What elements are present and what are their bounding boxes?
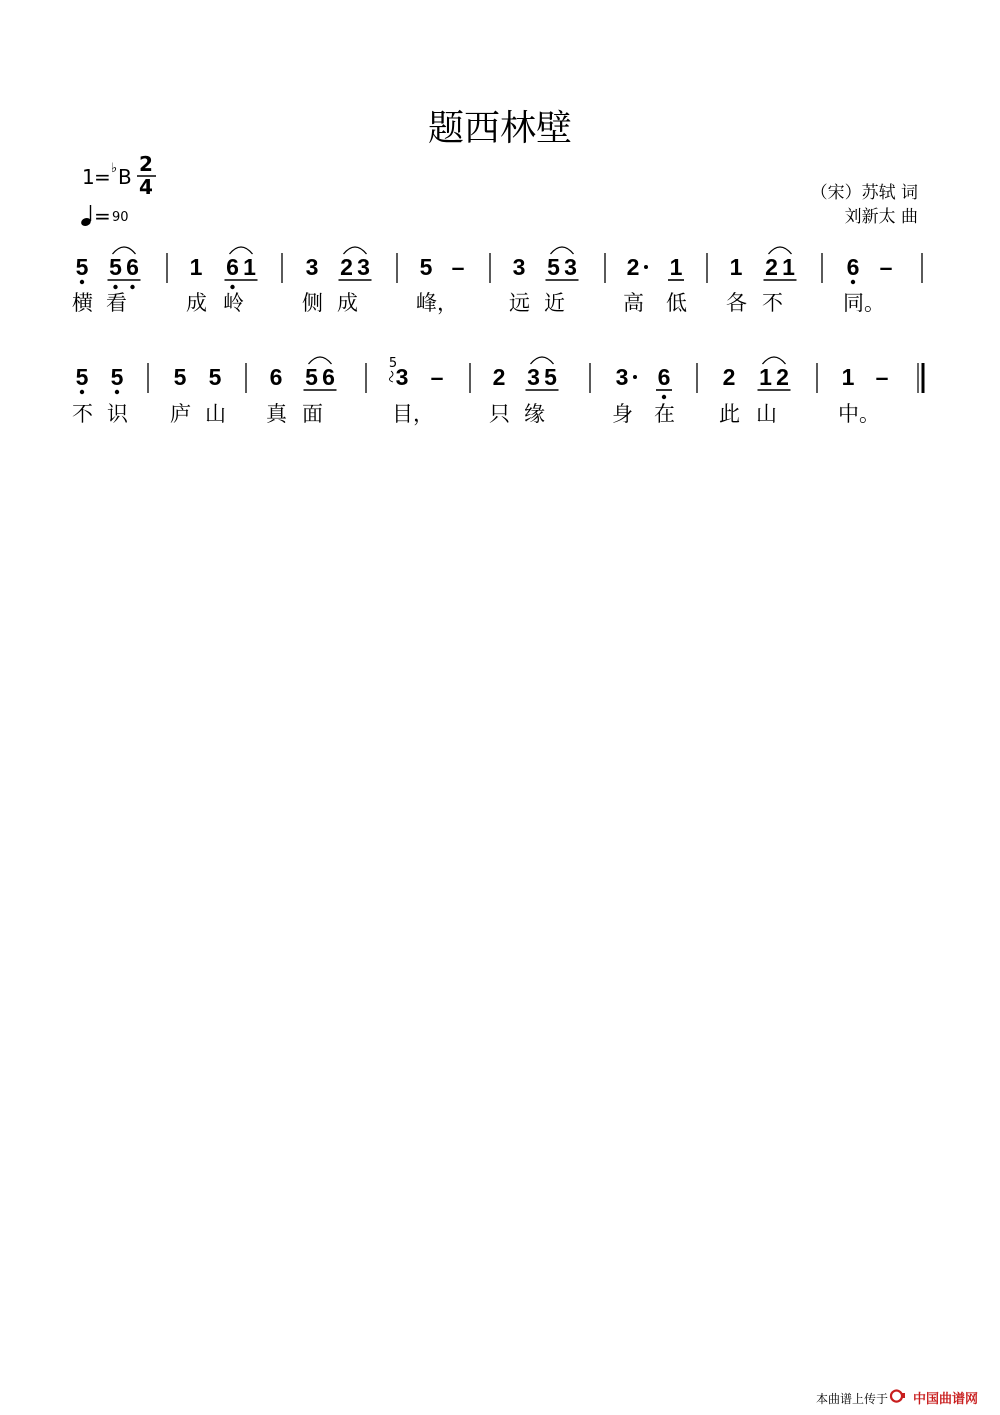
note: 5	[208, 364, 222, 390]
slur	[344, 247, 367, 254]
note: 3	[305, 254, 319, 280]
composer-credit: 刘新太 曲	[844, 207, 918, 227]
lyric-character: 缘	[524, 402, 545, 426]
measure	[389, 356, 470, 427]
slur	[769, 247, 792, 254]
lyric-character: 识	[107, 402, 128, 426]
lyric-character: 身	[612, 402, 633, 426]
note: 6	[657, 364, 671, 390]
note: 2	[492, 364, 506, 390]
time-signature-bottom: 4	[139, 175, 153, 199]
site-logo-icon	[891, 1391, 905, 1402]
measure	[719, 357, 817, 426]
slur	[309, 357, 332, 364]
note: 2	[626, 254, 640, 280]
measure	[838, 363, 923, 426]
tempo-equals: =	[94, 204, 111, 228]
measure	[302, 247, 397, 315]
octave-dot-below	[113, 285, 117, 289]
note: 1	[243, 254, 256, 280]
lyric-character: 远	[509, 291, 530, 315]
key-equals: =	[94, 165, 111, 189]
lyricist-credit: （宋）苏轼 词	[810, 183, 918, 203]
octave-dot-below	[662, 395, 666, 399]
lyric-character: 不	[72, 402, 93, 426]
note: 5	[75, 254, 89, 280]
measure	[509, 247, 605, 315]
lyric-character: 看	[106, 291, 127, 315]
dash-extension: –	[879, 254, 893, 280]
note: 5	[75, 364, 89, 390]
lyric-character: 岭	[223, 291, 244, 315]
key-tonic: 1	[82, 165, 95, 189]
measure	[170, 363, 246, 426]
note: 5	[547, 254, 560, 280]
note: 5	[544, 364, 557, 390]
note: 2	[722, 364, 736, 390]
note: 3	[527, 364, 540, 390]
note: 1	[841, 364, 855, 390]
slur	[113, 247, 136, 254]
tempo-marking	[80, 204, 129, 228]
measure	[623, 253, 707, 315]
lyric-character: 横	[72, 291, 93, 315]
lyric-character: 高	[623, 291, 644, 315]
lyric-character: 真	[266, 402, 287, 426]
lyric-character: 成	[186, 291, 207, 315]
score-line-1	[72, 247, 922, 316]
augmentation-dot	[633, 375, 637, 379]
lyric-character: 庐	[170, 402, 191, 426]
dash-extension: –	[875, 364, 889, 390]
measure	[416, 253, 490, 316]
time-signature-top: 2	[139, 152, 153, 176]
slur	[230, 247, 253, 254]
dash-extension: –	[451, 254, 465, 280]
note: 2	[765, 254, 778, 280]
grace-tie	[389, 371, 393, 382]
lyric-character: 低	[666, 291, 687, 315]
note: 6	[846, 254, 860, 280]
measure	[266, 357, 366, 426]
note: 3	[395, 364, 409, 390]
measure	[72, 247, 167, 315]
note: 3	[512, 254, 526, 280]
footer	[816, 1391, 978, 1407]
octave-dot-below	[130, 285, 134, 289]
note: 2	[776, 364, 789, 390]
note: 5	[305, 364, 318, 390]
slur	[551, 247, 574, 254]
lyric-character: 不	[762, 291, 783, 315]
note: 5	[419, 254, 433, 280]
slur	[763, 357, 786, 364]
note: 5	[109, 254, 122, 280]
lyric-character: 目，	[392, 402, 434, 426]
octave-dot-below	[80, 390, 84, 394]
note: 2	[340, 254, 353, 280]
octave-dot-below	[80, 280, 84, 284]
note: 6	[126, 254, 139, 280]
lyric-character: 山	[756, 402, 777, 426]
key-letter: B	[118, 165, 132, 189]
measure	[186, 247, 282, 315]
note: 1	[669, 254, 683, 280]
lyric-character: 面	[302, 402, 323, 426]
note: 5	[173, 364, 187, 390]
quarter-note-icon	[80, 205, 92, 227]
measure	[843, 253, 922, 315]
measure	[72, 363, 148, 426]
note: 1	[189, 254, 203, 280]
measure	[612, 363, 697, 426]
footer-uploaded-text: 本曲谱上传于	[815, 1392, 888, 1406]
lyric-character: 只	[489, 402, 510, 426]
measure	[489, 357, 590, 426]
dash-extension: –	[430, 364, 444, 390]
octave-dot-below	[230, 285, 234, 289]
grace-note: 5	[388, 356, 398, 371]
slur	[531, 357, 554, 364]
tempo-bpm: 90	[112, 210, 129, 225]
lyric-character: 此	[719, 402, 740, 426]
measure	[726, 247, 822, 315]
lyric-character: 侧	[302, 291, 323, 315]
note: 3	[615, 364, 629, 390]
lyric-character: 山	[205, 402, 226, 426]
lyric-character: 峰，	[416, 291, 458, 315]
lyric-character: 同。	[843, 291, 885, 315]
note: 1	[782, 254, 795, 280]
note: 6	[322, 364, 335, 390]
note: 6	[269, 364, 283, 390]
octave-dot-below	[851, 280, 855, 284]
lyric-character: 中。	[838, 402, 880, 426]
augmentation-dot	[644, 265, 648, 269]
flat-symbol: ♭	[111, 161, 118, 176]
note: 6	[226, 254, 239, 280]
page-title: 题西林壁	[427, 108, 573, 149]
note: 3	[564, 254, 577, 280]
key-signature	[82, 161, 132, 189]
lyric-character: 近	[544, 291, 565, 315]
lyric-character: 成	[337, 291, 358, 315]
note: 1	[729, 254, 743, 280]
octave-dot-below	[115, 390, 119, 394]
note: 3	[357, 254, 370, 280]
lyric-character: 在	[654, 402, 675, 426]
time-signature	[137, 152, 156, 199]
footer-site-name: 中国曲谱网	[913, 1392, 979, 1407]
score-line-2	[72, 356, 923, 427]
note: 5	[110, 364, 124, 390]
note: 1	[759, 364, 772, 390]
lyric-character: 各	[726, 291, 747, 315]
